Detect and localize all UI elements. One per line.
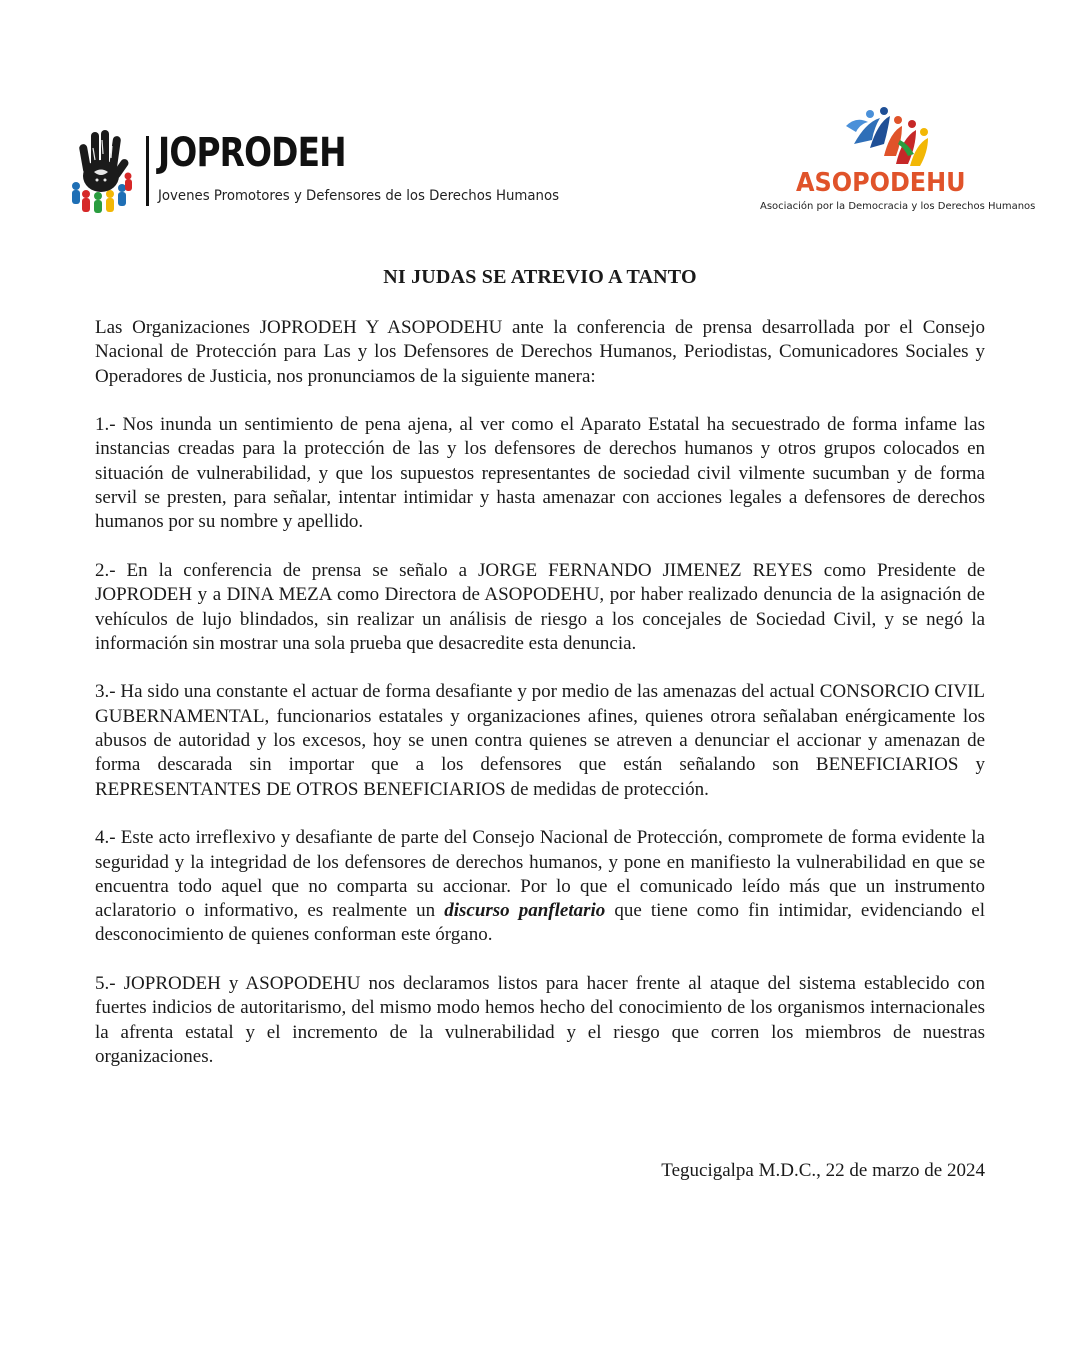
place-date: Tegucigalpa M.D.C., 22 de marzo de 2024 [661, 1160, 985, 1181]
document-body [95, 316, 985, 1094]
joprodeh-acronym: JOPRODEH [158, 130, 346, 176]
people-figures-icon [840, 104, 936, 170]
document-title: NI JUDAS SE ATREVIO A TANTO [383, 266, 697, 288]
joprodeh-logo [68, 128, 560, 214]
joprodeh-full-name: Jovenes Promotores y Defensores de los Derechos Humanos [158, 188, 560, 204]
asopodehu-acronym: ASOPODEHU [796, 168, 966, 198]
point-2-paragraph: 2.- En la conferencia de prensa se señalo a JORGE FERNANDO JIMENEZ REYES como Presidente de JOPRODEH y a DINA MEZA como Directora de ASOPODEHU, por haber realizado denuncia de la asignación de vehículos de lujo blindados, sin realizar un análisis de riesgo a los concejales de Sociedad Civil, y se negó la información sin mostrar una sola prueba que desacredite esta denuncia. [95, 559, 985, 654]
asopodehu-logo [758, 104, 1036, 216]
point-4-emphasis: discurso panfletario [444, 900, 606, 922]
point-5-paragraph: 5.- JOPRODEH y ASOPODEHU nos declaramos listos para hacer frente al ataque del sistema establecido con fuertes indicios de autoritarismo, del mismo modo hemos hecho del conocimiento de los organismos internacionales la afrenta estatal y el incremento de la vulnerabilidad y el riesgo que corren los miembros de nuestras organizaciones. [95, 973, 985, 1067]
intro-paragraph: Las Organizaciones JOPRODEH Y ASOPODEHU ante la conferencia de prensa desarrollada por el Consejo Nacional de Protección para Las y los Defensores de Derechos Humanos, Periodistas, Comunicadores Sociales y Operadores de Justicia, nos pronunciamos de la siguiente manera: [95, 317, 985, 387]
point-4-paragraph [95, 826, 985, 947]
point-4-text-start: 4.- Este acto irreflexivo y desafiante de parte del Consejo Nacional de Protección, compromete de forma evidente la seguridad y la integridad de los defensores de derechos humanos, y pone en manifiesto la vulnerabilidad en que se encuentra todo aquel que no comparta su accionar. Por lo que el comunicado leído más que un instrumento aclaratorio o informativo, es realmente un [95, 827, 985, 922]
painted-hand-icon [68, 128, 134, 214]
logo-divider [146, 136, 149, 206]
point-3-paragraph: 3.- Ha sido una constante el actuar de forma desafiante y por medio de las amenazas del actual CONSORCIO CIVIL GUBERNAMENTAL, funcionarios estatales y organizaciones afines, quienes otrora señalaban enérgicamente los abusos de autoridad y los excesos, hoy se unen contra quienes se atreven a denunciar el accionar y amenazan de forma descarada sin importar que a los defensores que están señalando son BENEFICIARIOS y REPRESENTANTES DE OTROS BENEFICIARIOS de medidas de protección. [95, 681, 985, 800]
point-4-text-end: que tiene como fin intimidar, evidenciando el desconocimiento de quienes conforman este órgano. [95, 900, 985, 946]
asopodehu-full-name: Asociación por la Democracia y los Derechos Humanos [760, 201, 1036, 212]
point-1-paragraph: 1.- Nos inunda un sentimiento de pena ajena, al ver como el Aparato Estatal ha secuestrado de forma infame las instancias creadas para la protección de las y los defensores de derechos humanos y otros grupos colocados en situación de vulnerabilidad, y que los supuestos representantes de sociedad civil vilmente sucumban y de forma servil se presten, para señalar, intentar intimidar y hasta amenazar con acciones legales a defensores de derechos humanos por su nombre y apellido. [95, 414, 985, 533]
